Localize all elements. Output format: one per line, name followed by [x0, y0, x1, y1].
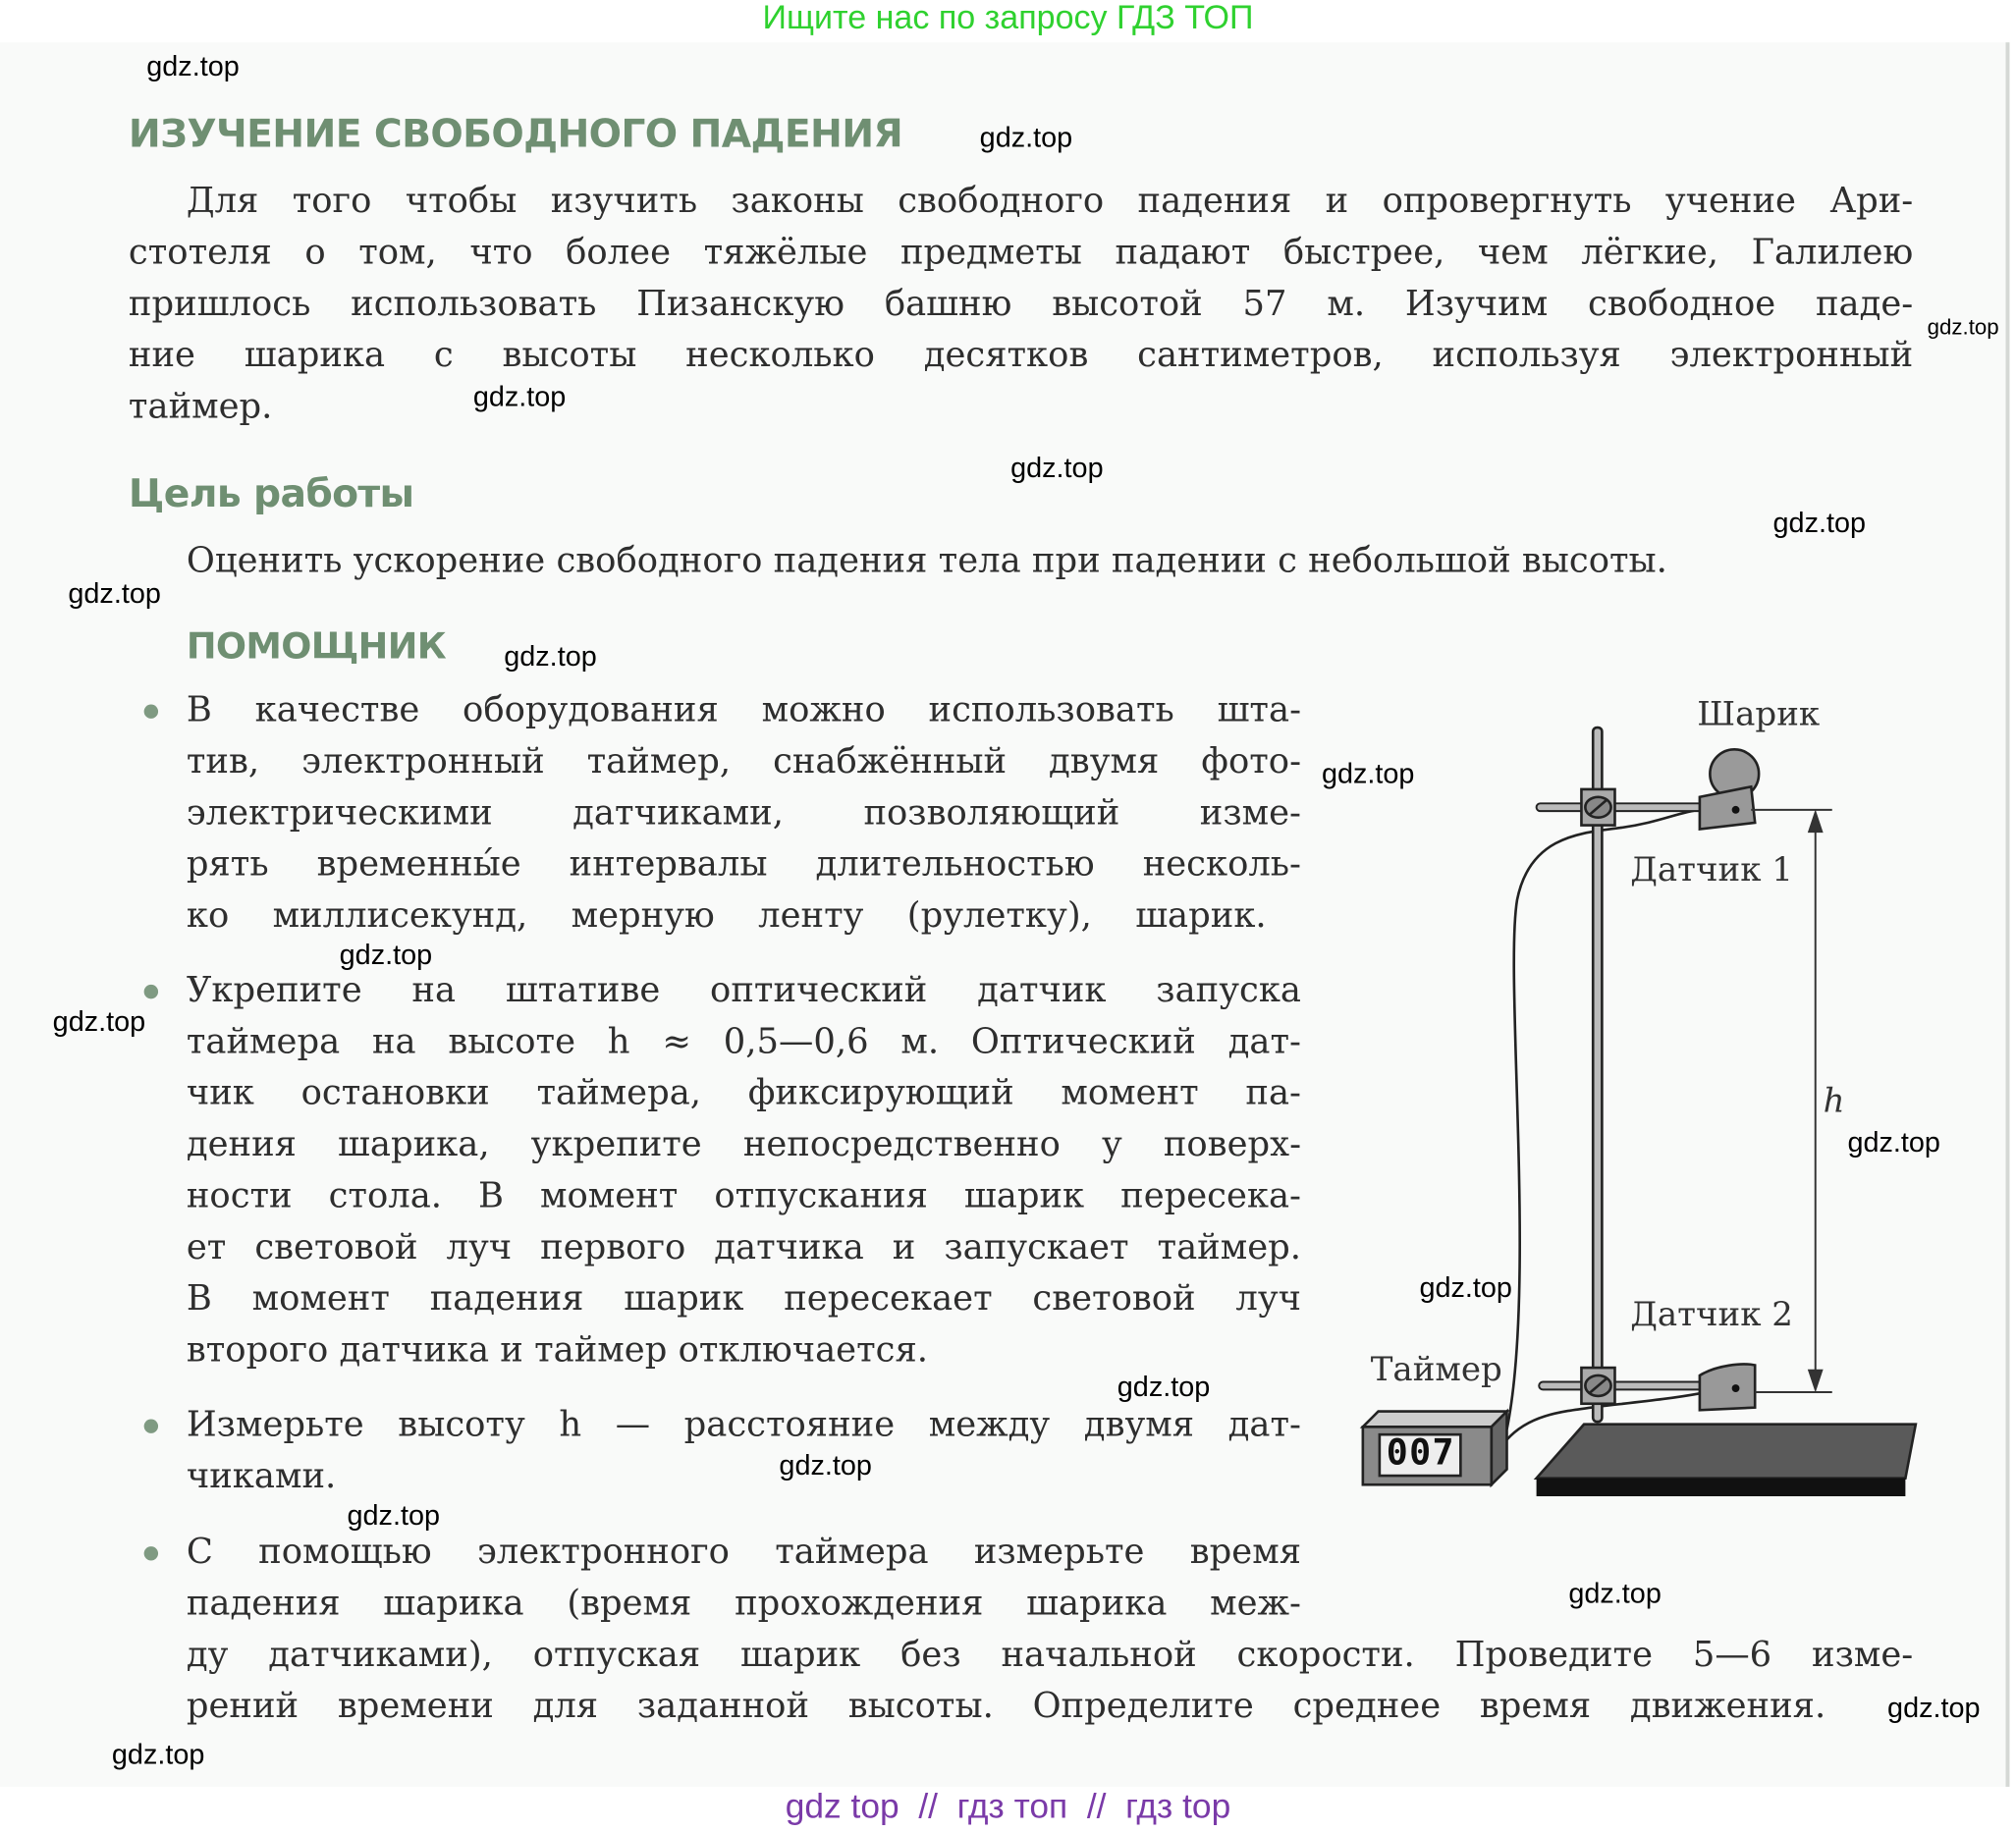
- bullet-line: второго датчика и таймер отключается.: [186, 1330, 929, 1371]
- bullet-line: падения шарика (время прохождения шарика меж-: [186, 1584, 1302, 1624]
- watermark: gdz.top: [1321, 757, 1415, 789]
- timer-label: Таймер: [1370, 1351, 1502, 1390]
- base-plate: [1537, 1425, 1916, 1496]
- bullet-line: Измерьте высоту h — расстояние между двумя дат-: [186, 1405, 1302, 1445]
- watermark: gdz.top: [1772, 506, 1867, 539]
- watermark: gdz.top: [1887, 1692, 1981, 1724]
- bullet-line: ко миллисекунд, мерную ленту (рулетку), шарик.: [186, 895, 1267, 937]
- bullet-line: таймера на высоте h ≈ 0,5—0,6 м. Оптический дат-: [186, 1021, 1302, 1062]
- lower-crossbar: [1539, 1368, 1704, 1404]
- bullet-line: Укрепите на штативе оптический датчик запуска: [186, 970, 1302, 1011]
- bullet-line: рений времени для заданной высоты. Определите среднее время движения.: [186, 1686, 1826, 1727]
- bullet-line: рять временны́е интервалы длительностью несколь-: [186, 844, 1302, 885]
- watermark: gdz.top: [504, 640, 597, 673]
- bullet-line: ду датчиками), отпуская шарик без начальной скорости. Проведите 5—6 изме-: [186, 1635, 1914, 1676]
- watermark: gdz.top: [347, 1498, 441, 1532]
- watermark: gdz.top: [146, 50, 240, 82]
- watermark: gdz.top: [1419, 1270, 1512, 1304]
- height-label: h: [1823, 1082, 1845, 1121]
- section-heading: ИЗУЧЕНИЕ СВОБОДНОГО ПАДЕНИЯ: [128, 111, 903, 157]
- timer-display: 007: [1386, 1430, 1455, 1474]
- ball-label: Шарик: [1697, 695, 1821, 734]
- bullet-line: ности стола. В момент отпускания шарик пересека-: [186, 1176, 1302, 1216]
- watermark: gdz.top: [339, 938, 433, 971]
- bullet-line: электрическими датчиками, позволяющий изме-: [186, 792, 1302, 834]
- sensor-2: [1700, 1365, 1755, 1411]
- sensor-1: [1700, 786, 1755, 829]
- bullet-line: В качестве оборудования можно использовать шта-: [186, 690, 1302, 730]
- helper-heading: ПОМОЩНИК: [186, 624, 447, 668]
- watermark: gdz.top: [52, 1004, 146, 1038]
- intro-line: пришлось использовать Пизанскую башню высотой 57 м. Изучим свободное паде-: [128, 284, 1914, 324]
- watermark: gdz.top: [1847, 1125, 1940, 1158]
- bullet-line: В момент падения шарик пересекает световой луч: [186, 1278, 1302, 1320]
- bullet-line: С помощью электронного таймера измерьте время: [186, 1532, 1302, 1573]
- goal-heading: Цель работы: [128, 471, 414, 517]
- intro-line: ние шарика с высоты несколько десятков сантиметров, используя электронный: [128, 335, 1914, 376]
- stand-rod: [1593, 727, 1602, 1422]
- bullet-line: ет световой луч первого датчика и запускает таймер.: [186, 1227, 1302, 1267]
- watermark: gdz.top: [979, 121, 1073, 153]
- bullet-line: тив, электронный таймер, снабжённый двумя фото-: [186, 741, 1302, 782]
- watermark: gdz.top: [1927, 314, 1999, 340]
- sensor-1-label: Датчик 1: [1630, 850, 1793, 890]
- watermark: gdz.top: [1117, 1370, 1211, 1403]
- intro-line: Для того чтобы изучить законы свободного падения и опровергнуть учение Ари-: [186, 181, 1914, 222]
- sensor-2-label: Датчик 2: [1630, 1295, 1793, 1335]
- footer-links: gdz top // гдз топ // гдз top: [785, 1786, 1231, 1826]
- watermark: gdz.top: [1568, 1577, 1662, 1610]
- watermark: gdz.top: [68, 576, 161, 610]
- search-banner: Ищите нас по запросу ГДЗ ТОП: [762, 0, 1254, 36]
- intro-line: таймер.: [128, 387, 273, 427]
- watermark: gdz.top: [1010, 451, 1104, 484]
- upper-crossbar: [1537, 789, 1704, 826]
- goal-text: Оценить ускорение свободного падения тела при падении с небольшой высоты.: [186, 541, 1667, 581]
- bullet-line: чик остановки таймера, фиксирующий момент па-: [186, 1073, 1302, 1113]
- watermark: gdz.top: [472, 380, 567, 413]
- bullet-line: чиками.: [186, 1456, 337, 1497]
- intro-line: стотеля о том, что более тяжёлые предметы падают быстрее, чем лёгкие, Галилею: [128, 232, 1914, 273]
- watermark: gdz.top: [111, 1738, 205, 1770]
- watermark: gdz.top: [779, 1448, 872, 1482]
- bullet-line: дения шарика, укрепите непосредственно у поверх-: [186, 1124, 1302, 1165]
